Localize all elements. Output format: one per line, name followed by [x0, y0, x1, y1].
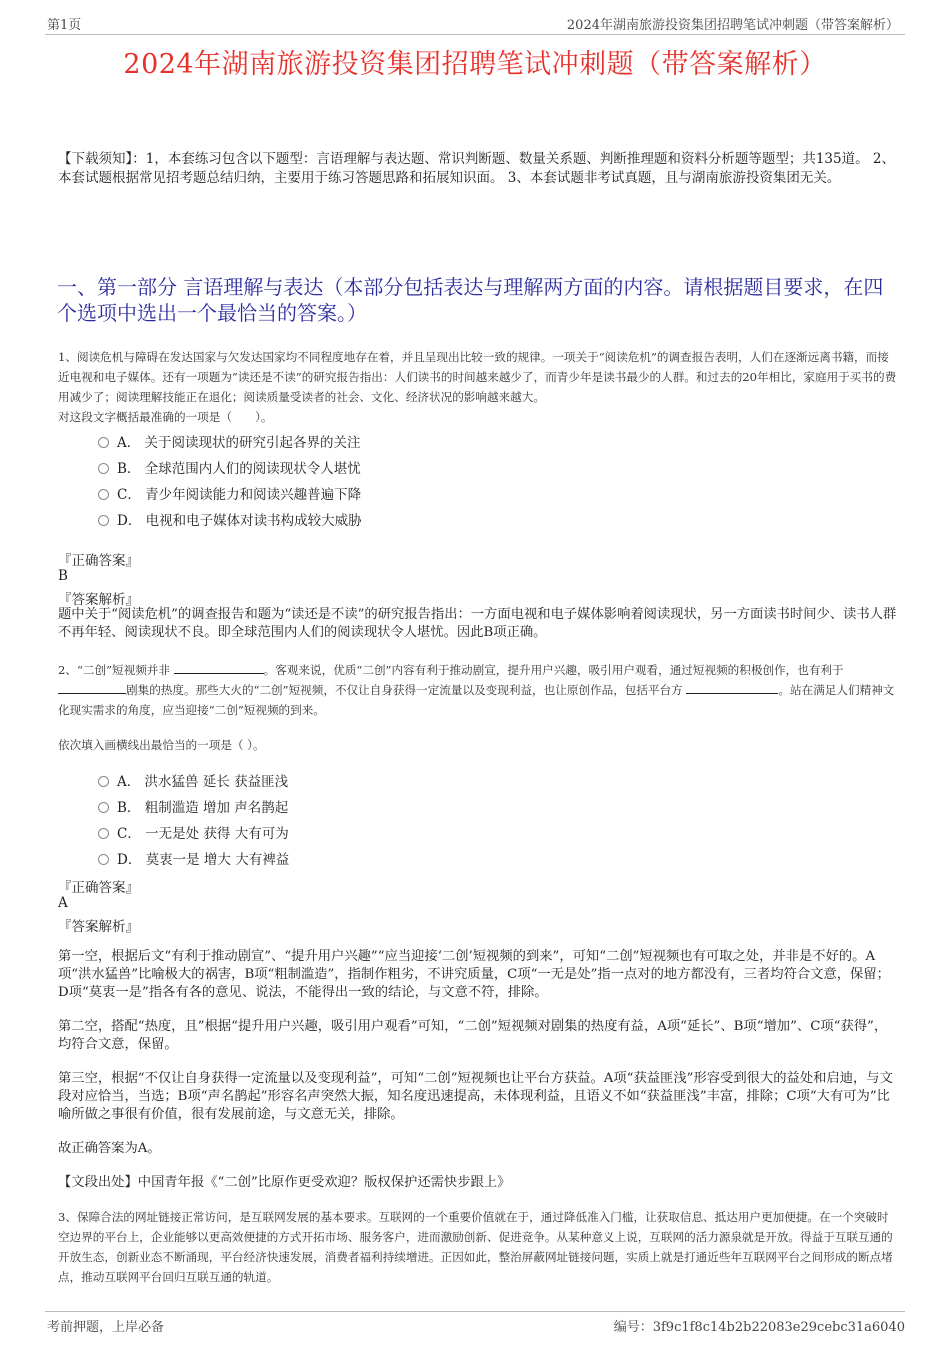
- question-3: 3、保障合法的网址链接正常访问，是互联网发展的基本要求。互联网的一个重要价值就在于，通过降低准入门槛，让获取信息、抵达用户更加便捷。在一个突破时空边界的平台上，企业能够以更高效便捷的方式开拓市场、服务客户，进而激励创新、促进竞争。从某种意义上说，互联网的活力源泉就是开放。得益于互联互通的开放生态，创新业态不断涌现，平台经济快速发展，消费者福利持续增进。正因如此，整治屏蔽网址链接问题，实质上就是打通近些年互联网平台之间形成的断点堵点，推动互联网平台回归互联互通的轨道。: [58, 1210, 893, 1284]
- question-2-analysis-p4: 故正确答案为A。: [58, 1141, 161, 1156]
- question-2-option-b[interactable]: B． 粗制滥造 增加 声名鹊起: [98, 796, 288, 816]
- radio-icon[interactable]: [98, 489, 109, 500]
- question-2-analysis-p1: 第一空，根据后文“有利于推动剧宣”、“提升用户兴趣”“应当迎接‘二创’短视频的到来”，可知“二创”短视频也有可取之处，并非是不好的。A项“洪水猛兽”比喻极大的祸害，B项“粗制滥造”，指制作粗劣，不讲究质量，C项“一无是处”指一点对的地方都没有，三者均符合文意，保留；D项“莫衷一是”指各有各的意见、说法，不能得出一致的结论，与文意不符，排除。: [58, 949, 890, 1000]
- question-2-answer-label: 『正确答案』: [58, 880, 139, 896]
- question-1: [58, 347, 898, 427]
- footer-code: 编号：3f9c1f8c14b2b22083e29cebc31a6040: [613, 1320, 905, 1335]
- radio-icon[interactable]: [98, 828, 109, 839]
- header-doc-title: 2024年湖南旅游投资集团招聘笔试冲刺题（带答案解析）: [566, 18, 899, 33]
- question-2: 2、“二创”短视频并非 。客观来说，优质“二创”内容有利于推动剧宣，提升用户兴趣，吸引用户观看，通过短视频的积极创作，也有利于 剧集的热度。那些大火的“二创”短视频，不仅让自身获得一定流量以及变现利益，也让原创作品，包括平台方 。站在满足人们精神文化现实需求的角度，应当迎接“二创”短视频的到来。: [58, 663, 895, 717]
- question-2-option-a[interactable]: A． 洪水猛兽 延长 获益匪浅: [98, 770, 288, 790]
- question-1-answer-label: 『正确答案』: [58, 553, 139, 569]
- download-notice: 【下载须知】：1，本套练习包含以下题型：言语理解与表达题、常识判断题、数量关系题、判断推理题和资料分析题等题型；共135道。 2、本套试题根据常见招考题总结归纳，主要用于练习答题思路和拓展知识面。 3、本套试题非考试真题，且与湖南旅游投资集团无关。: [58, 151, 895, 186]
- question-1-option-d[interactable]: D． 电视和电子媒体对读书构成较大威胁: [98, 509, 362, 529]
- section-heading: 一、第一部分 言语理解与表达（本部分包括表达与理解两方面的内容。请根据题目要求，在四个选项中选出一个最恰当的答案。）: [57, 275, 884, 325]
- page-footer: [45, 1311, 905, 1336]
- page-header: [45, 14, 905, 35]
- radio-icon[interactable]: [98, 802, 109, 813]
- question-1-analysis: 题中关于“阅读危机”的调查报告和题为“读还是不读”的研究报告指出：一方面电视和电子媒体影响着阅读现状，另一方面读书时间少、读书人群不再年轻、阅读现状不良。即全球范围内人们的阅读现状令人堪忧。因此B项正确。: [58, 607, 897, 640]
- radio-icon[interactable]: [98, 437, 109, 448]
- question-1-analysis-label: 『答案解析』: [58, 592, 139, 608]
- question-1-option-a[interactable]: A． 关于阅读现状的研究引起各界的关注: [98, 431, 361, 451]
- footer-slogan: 考前押题，上岸必备: [47, 1320, 165, 1335]
- answer-blank-1: [174, 661, 264, 674]
- question-2-source: 【文段出处】中国青年报《“二创”比原作更受欢迎？版权保护还需快步跟上》: [58, 1175, 511, 1190]
- answer-blank-3: [686, 681, 778, 694]
- answer-blank-2: [58, 681, 126, 694]
- question-2-analysis-label: 『答案解析』: [58, 919, 139, 935]
- radio-icon[interactable]: [98, 515, 109, 526]
- radio-icon[interactable]: [98, 854, 109, 865]
- page-number: 第1页: [47, 18, 82, 33]
- question-2-answer: A: [58, 895, 68, 911]
- radio-icon[interactable]: [98, 463, 109, 474]
- question-2-prompt: 依次填入画横线出最恰当的一项是（ ）。: [58, 738, 265, 752]
- document-title: 2024年湖南旅游投资集团招聘笔试冲刺题（带答案解析）: [123, 49, 827, 80]
- question-2-analysis-p3: 第三空，根据“不仅让自身获得一定流量以及变现利益”，可知“二创”短视频也让平台方获益。A项“获益匪浅”形容受到很大的益处和启迪，与文段对应恰当，当选；B项“声名鹊起”形容名声突然大振，知名度迅速提高，未体现利益，且语义不如“获益匪浅”丰富，排除；C项“大有可为”比喻所做之事很有价值，很有发展前途，与文意无关，排除。: [58, 1071, 893, 1122]
- radio-icon[interactable]: [98, 776, 109, 787]
- question-1-prompt: 对这段文字概括最准确的一项是（ ）。: [58, 410, 273, 424]
- question-1-option-b[interactable]: B． 全球范围内人们的阅读现状令人堪忧: [98, 457, 361, 477]
- question-2-analysis-p2: 第二空，搭配“热度，且”根据“提升用户兴趣，吸引用户观看”可知，“二创”短视频对剧集的热度有益，A项“延长”、B项“增加”、C项“获得”，均符合文意，保留。: [58, 1019, 888, 1052]
- question-1-answer: B: [58, 568, 68, 584]
- question-2-option-d[interactable]: D． 莫衷一是 增大 大有裨益: [98, 848, 289, 868]
- question-2-option-c[interactable]: C． 一无是处 获得 大有可为: [98, 822, 289, 842]
- question-1-text: 1、阅读危机与障碍在发达国家与欠发达国家均不同程度地存在着，并且呈现出比较一致的规律。一项关于“阅读危机”的调查报告表明，人们在逐渐远离书籍，而接近电视和电子媒体。还有一项题为“读还是不读”的研究报告指出：人们读书的时间越来越少了，而青少年是读书最少的人群。和过去的20年相比，家庭用于买书的费用减少了；阅读理解技能正在退化；阅读质量受读者的社会、文化、经济状况的影响越来越大。: [58, 350, 897, 404]
- question-1-option-c[interactable]: C． 青少年阅读能力和阅读兴趣普遍下降: [98, 483, 361, 503]
